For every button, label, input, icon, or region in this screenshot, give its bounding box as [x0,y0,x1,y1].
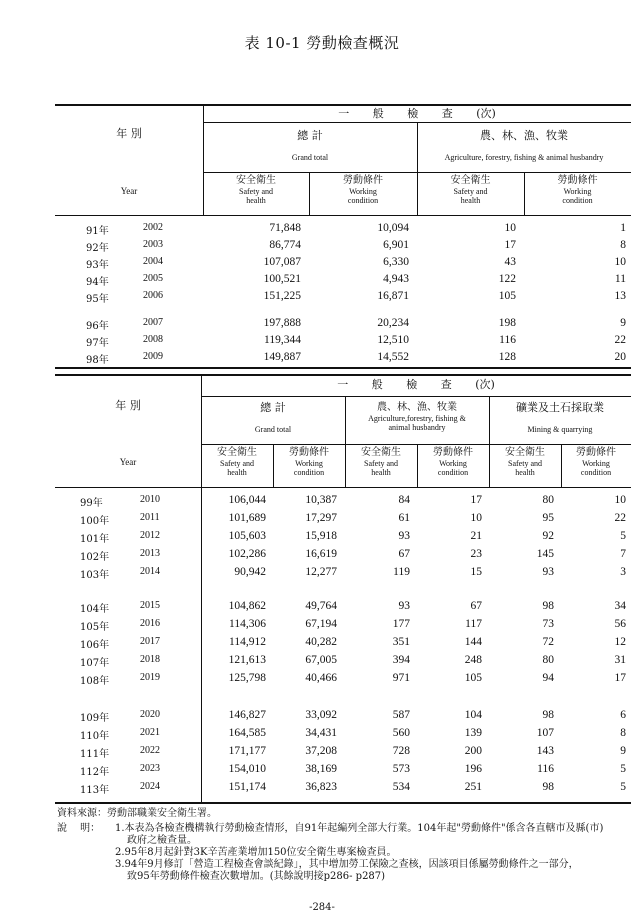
working-header: 勞動條件 Working condition [557,175,598,205]
note-3: 3.94年9月修訂「營造工程檢查會談紀錄」，其中增加勞工保險之查核，因該項目係屬勞動條件之一部分， [115,859,579,870]
table-cell: 394 [392,654,410,666]
rule [201,444,631,445]
table-cell: 119 [393,566,410,578]
table-cell: 587 [392,709,410,721]
year-ad: 2005 [143,273,163,284]
table-cell: 105 [464,672,482,684]
year-ad: 2012 [140,530,160,541]
year-roc: 98年 [86,355,109,366]
year-header: 年 別 [115,399,141,412]
table-cell: 3 [620,566,626,578]
table-cell: 116 [499,334,516,346]
year-ad: 2008 [143,334,163,345]
year-roc: 96年 [86,321,109,332]
table-cell: 67,194 [305,618,337,630]
table-cell: 5 [620,763,626,775]
table-cell: 67 [470,600,482,612]
page-number: -284- [309,902,335,913]
table-cell: 15 [470,566,482,578]
table-cell: 80 [542,654,554,666]
table-cell: 100,521 [263,273,301,285]
table-cell: 119,344 [264,334,301,346]
table-cell: 121,613 [228,654,266,666]
agri-header: 農、林、漁、牧業 [480,129,568,142]
year-ad: 2024 [140,781,160,792]
table-cell: 106,044 [228,494,266,506]
table-cell: 94 [542,672,554,684]
rule [201,375,202,803]
table-cell: 104,862 [228,600,266,612]
rule [55,374,631,376]
general-header: 一 般 檢 查 (次) [337,378,495,391]
table-cell: 5 [620,530,626,542]
year-roc: 113年 [80,785,110,796]
table-cell: 22 [614,334,626,346]
total-header-en: Grand total [254,425,292,434]
table-cell: 200 [464,745,482,757]
table-cell: 117 [465,618,482,630]
year-roc: 108年 [80,676,110,687]
table-cell: 21 [470,530,482,542]
table-cell: 23 [470,548,482,560]
table-cell: 728 [392,745,410,757]
agri-header-en: Agriculture, forestry, fishing & animal husbandry [444,153,604,162]
table-cell: 171,177 [228,745,266,757]
table-cell: 90,942 [234,566,266,578]
table-cell: 9 [620,317,626,329]
table-cell: 38,169 [305,763,337,775]
table-cell: 15,918 [305,530,337,542]
year-roc: 101年 [80,534,110,545]
table-cell: 116 [537,763,554,775]
table-cell: 125,798 [228,672,266,684]
year-roc: 104年 [80,604,110,615]
table-cell: 5 [620,781,626,793]
rule [55,802,631,804]
year-roc: 97年 [86,338,109,349]
table-cell: 101,689 [228,512,266,524]
safety-header: 安全衛生 Safety and health [217,447,257,477]
year-ad: 2017 [140,636,160,647]
table-cell: 8 [620,727,626,739]
table-cell: 139 [464,727,482,739]
year-ad: 2015 [140,600,160,611]
table-cell: 84 [398,494,410,506]
year-ad: 2013 [140,548,160,559]
table-cell: 573 [392,763,410,775]
year-roc: 111年 [80,749,110,760]
note-2: 2.95年8月起針對3K辛苦產業增加150位安全衛生專案檢查員。 [115,847,397,858]
agri-header: 農、林、漁、牧業 Agriculture,forestry, fishing & animal husbandry [368,402,466,432]
table-cell: 164,585 [228,727,266,739]
note-1-cont: 政府之檢查量。 [127,835,197,846]
total-header-en: Grand total [291,153,329,162]
table-cell: 9 [620,745,626,757]
table-cell: 92 [542,530,554,542]
table-cell: 86,774 [269,239,301,251]
working-header: 勞動條件 Working condition [433,447,473,477]
table-cell: 534 [392,781,410,793]
year-roc: 92年 [86,243,109,254]
table-cell: 34 [614,600,626,612]
table-cell: 72 [542,636,554,648]
rule [55,487,631,488]
rule [55,104,631,106]
year-ad: 2022 [140,745,160,756]
safety-header: 安全衛生 Safety and health [236,175,276,205]
table-cell: 22 [614,512,626,524]
table-cell: 95 [542,512,554,524]
table-cell: 7 [620,548,626,560]
table-cell: 6 [620,709,626,721]
year-header-en: Year [120,186,138,196]
year-ad: 2011 [140,512,160,523]
table-cell: 107,087 [263,256,301,268]
year-roc: 102年 [80,552,110,563]
table-cell: 971 [392,672,410,684]
table-cell: 177 [392,618,410,630]
table-cell: 12,277 [305,566,337,578]
working-header: 勞動條件 Working condition [343,175,383,205]
year-roc: 95年 [86,294,109,305]
table-cell: 93 [542,566,554,578]
year-ad: 2010 [140,494,160,505]
table-cell: 10 [470,512,482,524]
table-cell: 31 [614,654,626,666]
table-cell: 10 [504,222,516,234]
table-cell: 34,431 [305,727,337,739]
rule [55,215,631,216]
year-roc: 110年 [80,731,110,742]
year-ad: 2009 [143,351,163,362]
safety-header: 安全衛生 Safety and health [450,175,491,205]
table-cell: 560 [392,727,410,739]
table-cell: 149,887 [263,351,301,363]
mining-header: 礦業及土石採取業 [516,401,604,414]
table-cell: 1 [620,222,626,234]
table-cell: 93 [398,530,410,542]
total-header: 總 計 [260,401,286,414]
table-cell: 98 [542,781,554,793]
table-cell: 114,306 [229,618,266,630]
year-roc: 112年 [80,767,110,778]
table-cell: 17,297 [305,512,337,524]
safety-header: 安全衛生 Safety and health [505,447,545,477]
table-cell: 61 [398,512,410,524]
table-cell: 67,005 [305,654,337,666]
year-ad: 2007 [143,317,163,328]
table-cell: 10,387 [305,494,337,506]
table-cell: 10 [614,256,626,268]
safety-header: 安全衛生 Safety and health [361,447,401,477]
rule [201,396,631,397]
table-cell: 36,823 [305,781,337,793]
table-cell: 20 [614,351,626,363]
table-cell: 107 [536,727,554,739]
table-cell: 102,286 [228,548,266,560]
year-ad: 2021 [140,727,160,738]
year-roc: 94年 [86,277,109,288]
table-cell: 143 [536,745,554,757]
table-cell: 6,901 [383,239,409,251]
table-cell: 33,092 [305,709,337,721]
table-cell: 16,619 [305,548,337,560]
year-ad: 2019 [140,672,160,683]
year-ad: 2014 [140,566,160,577]
table-cell: 12 [614,636,626,648]
year-header: 年 別 [116,127,142,140]
table-cell: 105 [498,290,516,302]
year-ad: 2018 [140,654,160,665]
year-ad: 2002 [143,222,163,233]
table-cell: 128 [498,351,516,363]
table-cell: 98 [542,600,554,612]
table-cell: 8 [620,239,626,251]
table-cell: 67 [398,548,410,560]
table-cell: 37,208 [305,745,337,757]
year-roc: 103年 [80,570,110,581]
year-roc: 109年 [80,713,110,724]
year-roc: 93年 [86,260,109,271]
table-cell: 197,888 [263,317,301,329]
table-cell: 10 [614,494,626,506]
year-roc: 106年 [80,640,110,651]
table-cell: 151,174 [228,781,266,793]
mining-header-en: Mining & quarrying [527,425,593,434]
table-cell: 6,330 [383,256,409,268]
table-cell: 43 [504,256,516,268]
year-roc: 100年 [80,516,110,527]
table-cell: 10,094 [377,222,409,234]
table-cell: 122 [498,273,516,285]
note-3-cont: 致95年勞動條件檢查次數增加。(其餘說明接p286- p287) [127,871,386,882]
source-note: 資料來源：勞動部職業安全衛生署。 [57,808,217,819]
year-header-en: Year [119,457,137,467]
table-cell: 351 [392,636,410,648]
general-header: 一 般 檢 查 (次) [338,107,496,120]
note-1: 1.本表為各檢查機構執行勞動檢查情形，自91年起編列全部大行業。104年起"勞動條件"係含各直轄市及縣(市) [115,823,604,834]
table-cell: 56 [614,618,626,630]
year-roc: 107年 [80,658,110,669]
year-ad: 2003 [143,239,163,250]
table-cell: 151,225 [263,290,301,302]
page-title: 表 10-1 勞動檢查概況 [244,34,400,52]
table-cell: 17 [504,239,516,251]
table-cell: 11 [614,273,626,285]
year-ad: 2006 [143,290,163,301]
table-cell: 40,466 [305,672,337,684]
table-cell: 12,510 [377,334,409,346]
table-cell: 73 [542,618,554,630]
table-cell: 16,871 [377,290,409,302]
table-cell: 14,552 [377,351,409,363]
year-ad: 2023 [140,763,160,774]
table-cell: 144 [464,636,482,648]
table-cell: 93 [398,600,410,612]
table-cell: 17 [470,494,482,506]
table-cell: 248 [464,654,482,666]
table-cell: 80 [542,494,554,506]
table-cell: 49,764 [305,600,337,612]
table-cell: 198 [498,317,516,329]
total-header: 總 計 [297,129,323,142]
table-cell: 40,282 [305,636,337,648]
table-cell: 145 [536,548,554,560]
table-cell: 196 [464,763,482,775]
note-label: 說 明： [57,823,101,834]
table-cell: 20,234 [377,317,409,329]
table-cell: 154,010 [228,763,266,775]
year-roc: 91年 [86,226,109,237]
table-cell: 4,943 [383,273,409,285]
table-cell: 251 [464,781,482,793]
year-ad: 2020 [140,709,160,720]
table-cell: 146,827 [228,709,266,721]
table-cell: 98 [542,709,554,721]
year-ad: 2004 [143,256,163,267]
table-cell: 71,848 [269,222,301,234]
table-cell: 104 [464,709,482,721]
table-cell: 105,603 [228,530,266,542]
rule [55,367,631,369]
year-roc: 105年 [80,622,110,633]
year-roc: 99年 [80,498,103,509]
working-header: 勞動條件 Working condition [576,447,616,477]
table-cell: 13 [614,290,626,302]
year-ad: 2016 [140,618,160,629]
working-header: 勞動條件 Working condition [289,447,329,477]
table-cell: 17 [614,672,626,684]
table-cell: 114,912 [229,636,266,648]
